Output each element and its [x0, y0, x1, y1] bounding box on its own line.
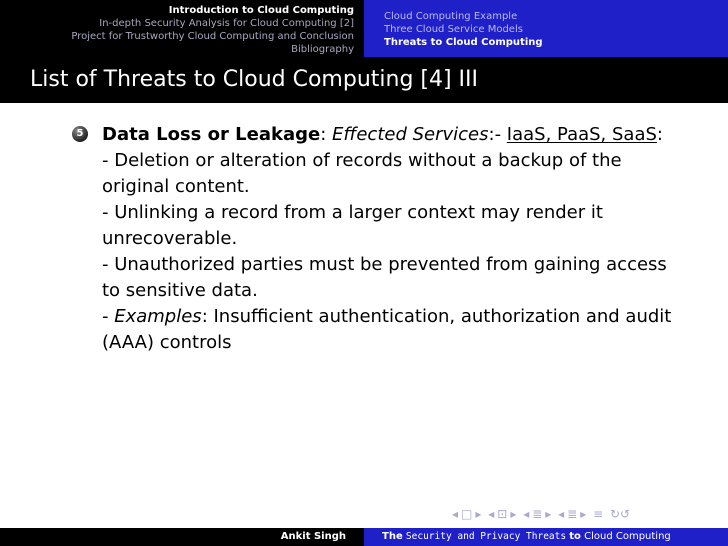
examples-line	[102, 304, 682, 356]
frame-title: List of Threats to Cloud Computing [4] III	[0, 57, 728, 103]
footer-author: Ankit Singh	[0, 528, 364, 546]
section-link-introduction[interactable]: Introduction to Cloud Computing	[168, 5, 354, 16]
nav-prev-slide-icon[interactable]: ◂	[452, 507, 459, 521]
nav-prev-frame-icon[interactable]: ◂	[488, 507, 495, 521]
subsection-link-example[interactable]: Cloud Computing Example	[384, 11, 518, 22]
subsection-link-service-models[interactable]: Three Cloud Service Models	[384, 24, 523, 35]
item-heading-line	[102, 122, 682, 148]
footer-title-word: to	[569, 531, 581, 542]
item-line: - Unauthorized parties must be prevented from gaining access to sensitive data.	[102, 254, 667, 301]
nav-next-slide-icon[interactable]: ▸	[475, 507, 482, 521]
nav-prev-section-icon[interactable]: ◂	[558, 507, 565, 521]
slide-content	[72, 122, 682, 356]
services-separator: :-	[488, 124, 507, 145]
header-navigation	[0, 0, 728, 57]
footer-title-word: The	[382, 531, 403, 542]
nav-toc-icon[interactable]: ≡	[593, 507, 604, 521]
nav-search-back-icon[interactable]: ↻↺	[609, 507, 631, 521]
nav-subsection-icon[interactable]: ≣	[532, 507, 543, 521]
examples-prefix: -	[102, 306, 115, 327]
footer	[0, 528, 728, 546]
examples-text: : Insufficient authentication, authorization and audit (AAA) controls	[102, 306, 672, 353]
examples-label: Examples	[114, 306, 202, 327]
list-item	[102, 122, 682, 356]
section-link-security-analysis[interactable]: In-depth Security Analysis for Cloud Computing [2]	[99, 18, 354, 29]
item-heading: Data Loss or Leakage	[102, 124, 321, 145]
nav-slide-icon[interactable]: □	[461, 507, 473, 521]
nav-frame-icon[interactable]: ⊡	[497, 507, 508, 521]
section-link-bibliography[interactable]: Bibliography	[291, 44, 354, 55]
nav-next-section-icon[interactable]: ▸	[580, 507, 587, 521]
services-value: IaaS, PaaS, SaaS	[506, 124, 657, 145]
services-label: Effected Services	[331, 124, 489, 145]
footer-title-mono: Security and Privacy Threats	[405, 531, 567, 542]
subsection-list	[364, 0, 728, 57]
footer-title-word: Cloud Computing	[584, 531, 671, 542]
footer-title	[364, 528, 728, 546]
nav-next-frame-icon[interactable]: ▸	[510, 507, 517, 521]
subsection-link-threats[interactable]: Threats to Cloud Computing	[384, 37, 543, 48]
nav-next-subsection-icon[interactable]: ▸	[545, 507, 552, 521]
beamer-navigation-symbols	[452, 505, 714, 523]
nav-prev-subsection-icon[interactable]: ◂	[523, 507, 530, 521]
heading-colon: :	[320, 124, 332, 145]
item-line: - Unlinking a record from a larger context may render it unrecoverable.	[102, 202, 603, 249]
nav-section-icon[interactable]: ≣	[567, 507, 578, 521]
services-colon: :	[656, 124, 663, 145]
section-list	[0, 0, 364, 57]
item-line: - Deletion or alteration of records without a backup of the original content.	[102, 150, 622, 197]
section-link-project-conclusion[interactable]: Project for Trustworthy Cloud Computing and Conclusion	[71, 31, 354, 42]
enumeration-ball-icon: 5	[72, 126, 88, 142]
